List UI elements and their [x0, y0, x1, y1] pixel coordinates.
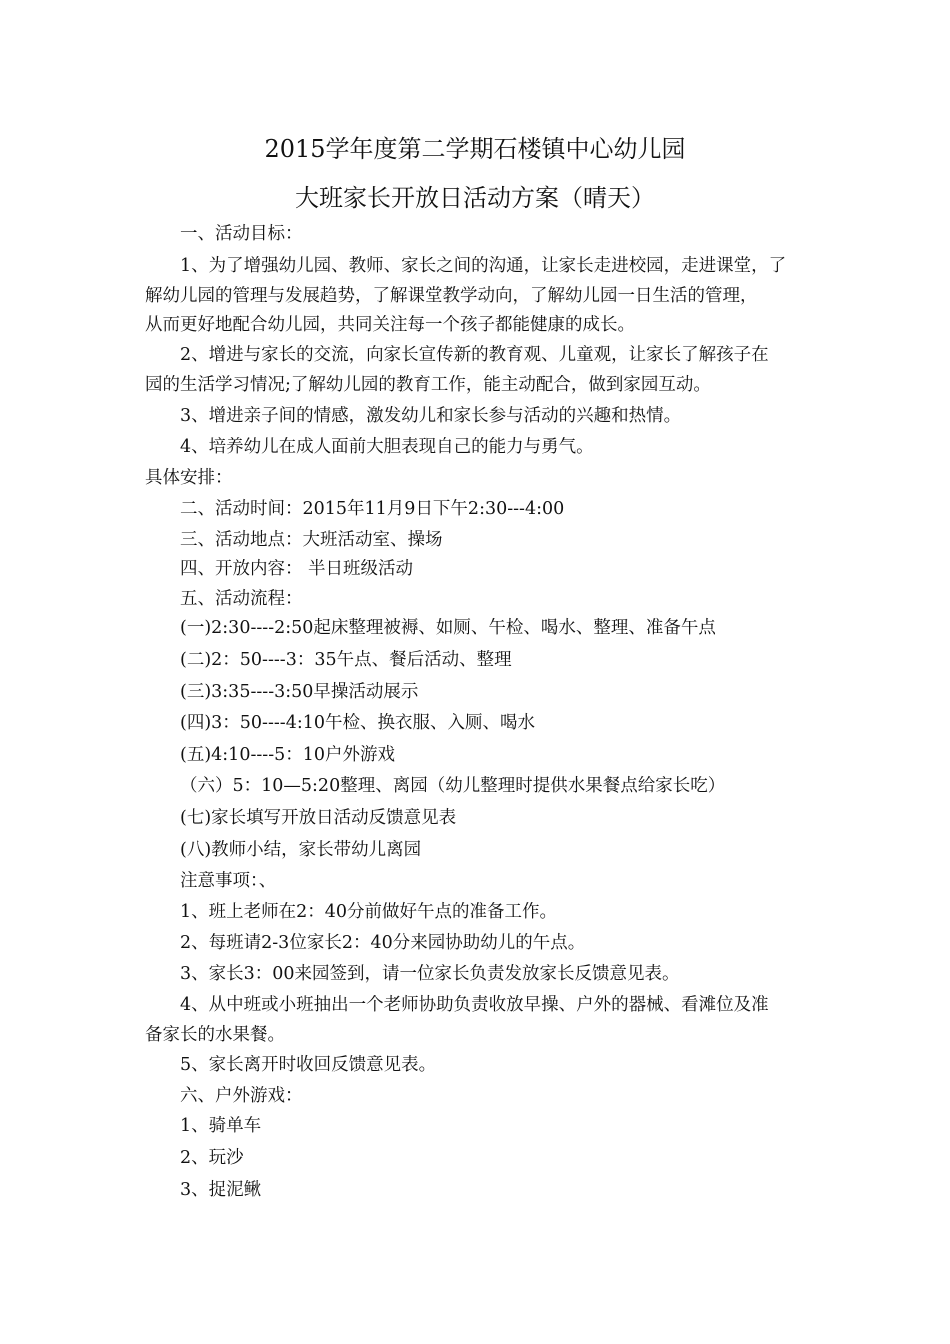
flow-item: (七)家长填写开放日活动反馈意见表: [180, 808, 457, 828]
activity-place: 三、活动地点：大班活动室、操场: [180, 530, 443, 550]
flow-item: （六）5：10—5:20整理、离园（幼儿整理时提供水果餐点给家长吃）: [180, 776, 726, 796]
goal1-line3: 从而更好地配合幼儿园，共同关注每一个孩子都能健康的成长。: [145, 315, 635, 335]
notes-heading: 注意事项：、: [180, 871, 277, 891]
flow-item: (一)2:30----2:50起床整理被褥、如厕、午检、喝水、整理、准备午点: [180, 618, 716, 638]
flow-item: (二)2：50----3：35午点、餐后活动、整理: [180, 650, 512, 670]
arrangement-heading: 具体安排：: [145, 468, 233, 488]
activity-time: 二、活动时间：2015年11月9日下午2:30---4:00: [180, 499, 565, 519]
goal2-line2: 园的生活学习情况;了解幼儿园的教育工作，能主动配合，做到家园互动。: [145, 375, 711, 395]
flow-item: (八)教师小结，家长带幼儿离园: [180, 840, 422, 860]
goals-heading: 一、活动目标：: [180, 224, 303, 244]
document-title-line1: 2015学年度第二学期石楼镇中心幼儿园: [264, 135, 686, 163]
games-heading: 六、户外游戏：: [180, 1086, 303, 1106]
note-item: 1、班上老师在2：40分前做好午点的准备工作。: [180, 902, 558, 922]
goal1-line2: 解幼儿园的管理与发展趋势，了解课堂教学动向，了解幼儿园一日生活的管理，: [145, 286, 758, 306]
goal3: 3、增进亲子间的情感，激发幼儿和家长参与活动的兴趣和热情。: [180, 406, 682, 426]
flow-heading: 五、活动流程：: [180, 589, 303, 609]
game-item: 3、捉泥鳅: [180, 1180, 262, 1200]
note5: 5、家长离开时收回反馈意见表。: [180, 1055, 437, 1075]
goal1-line1: 1、为了增强幼儿园、教师、家长之间的沟通，让家长走进校园，走进课堂，了: [180, 256, 787, 276]
goal4: 4、培养幼儿在成人面前大胆表现自己的能力与勇气。: [180, 437, 594, 457]
flow-item: (五)4:10----5：10户外游戏: [180, 745, 396, 765]
goal2-line1: 2、增进与家长的交流，向家长宣传新的教育观、儿童观，让家长了解孩子在: [180, 345, 769, 365]
activity-content: 四、开放内容： 半日班级活动: [180, 559, 414, 579]
note-item: 3、家长3：00来园签到，请一位家长负责发放家长反馈意见表。: [180, 964, 680, 984]
note4-line2: 备家长的水果餐。: [145, 1025, 285, 1045]
note-item: 2、每班请2-3位家长2：40分来园协助幼儿的午点。: [180, 933, 586, 953]
note4-line1: 4、从中班或小班抽出一个老师协助负责收放早操、户外的器械、看滩位及准: [180, 995, 769, 1015]
document-title-line2: 大班家长开放日活动方案（晴天）: [295, 184, 655, 212]
flow-item: (三)3:35----3:50早操活动展示: [180, 682, 419, 702]
game-item: 1、骑单车: [180, 1116, 262, 1136]
flow-item: (四)3：50----4:10午检、换衣服、入厕、喝水: [180, 713, 536, 733]
game-item: 2、玩沙: [180, 1148, 244, 1168]
